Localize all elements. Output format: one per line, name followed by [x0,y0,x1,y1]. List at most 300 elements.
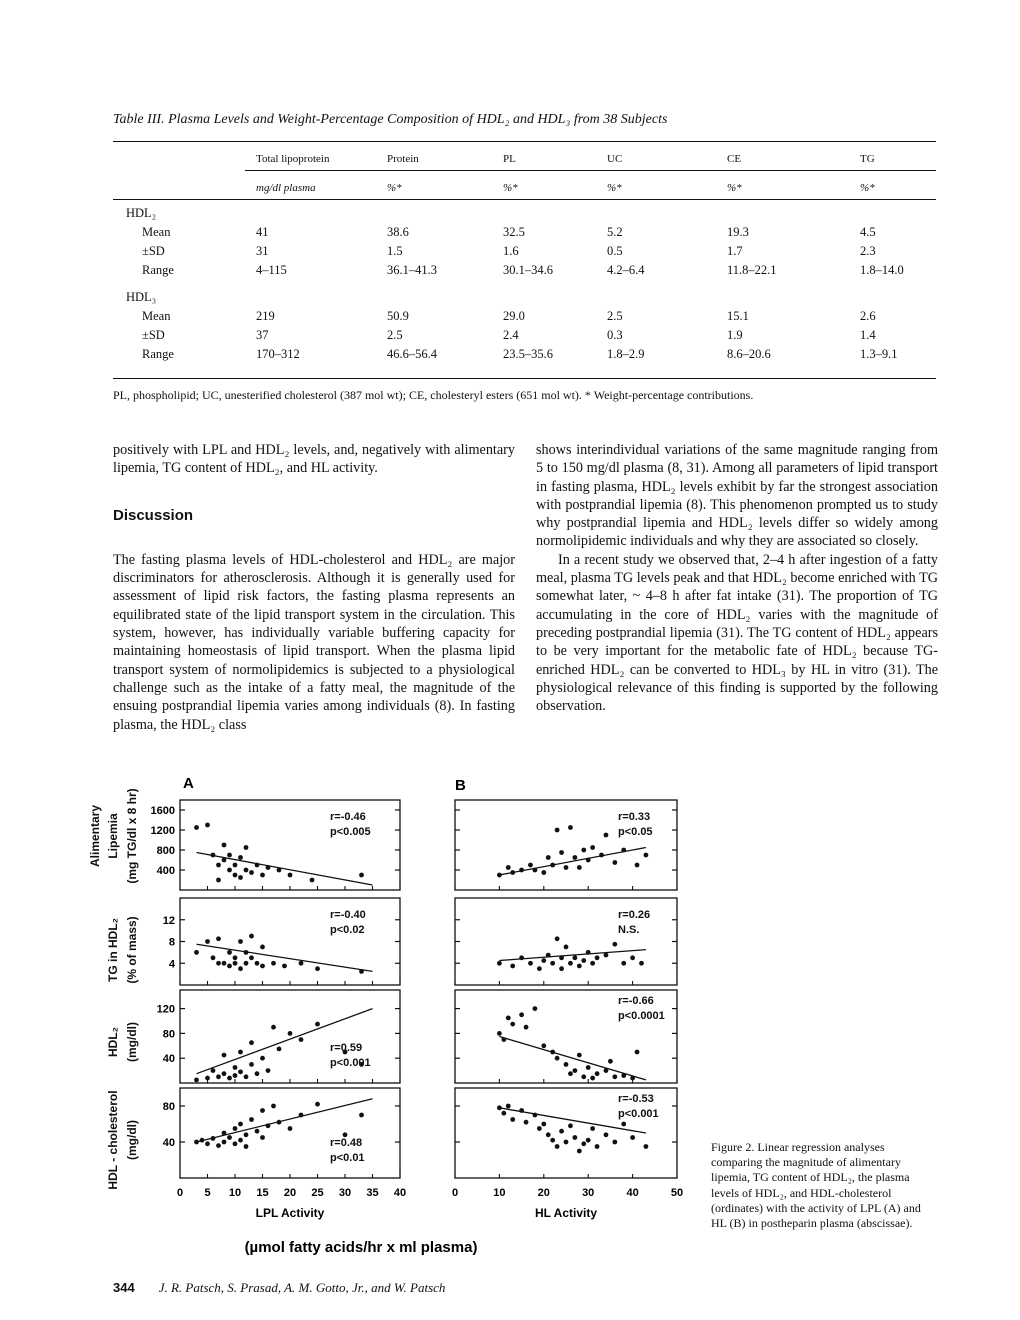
right-paragraph-1: shows interindividual variations of the same magnitude ranging from 5 to 150 mg/dl plasma (8, 31). Among all parameters of lipid transport in fasting plasma, HDL₂ levels exhibit by far the strongest association with postprandial lipemia (8). This phenomenon prompted us to study why postprandial lipemia and HDL₂ levels differ so widely among normolipidemic individuals and why they are associated so closely. [536,442,938,550]
panel-a-row3-data-point [205,1076,210,1081]
panel-b-row4-data-point [564,1140,569,1145]
table-col-header: TG [860,153,875,165]
stat-annotation: p<0.01 [330,1152,365,1164]
table-row-label: Mean [142,225,171,239]
panel-b-row2-data-point [564,945,569,950]
table-top-rule [113,141,936,142]
panel-a-row3-data-point [299,1037,304,1042]
panel-a-row4-data-point [299,1113,304,1118]
x-tick-label: 15 [256,1187,269,1199]
panel-a-row1-data-point [222,843,227,848]
panel-b-row1-data-point [497,873,502,878]
panel-b-row1-data-point [550,863,555,868]
x-tick-label: 0 [176,1187,184,1199]
stat-annotation: p<0.05 [618,826,653,838]
panel-a-row2-data-point [233,955,238,960]
y-tick-label: 1200 [150,825,175,837]
panel-b-row2-data-point [577,964,582,969]
panel-a-row3-data-point [233,1073,238,1078]
panel-a-row4-data-point [260,1135,265,1140]
figure-2 [70,770,710,1260]
table-cell: 30.1–34.6 [503,263,553,277]
panel-a-row2-data-point [244,950,249,955]
table-col-header: PL [503,153,516,165]
panel-a-row1-data-point [266,865,271,870]
x-tick-label: 35 [366,1187,379,1199]
panel-a-row4-data-point [249,1117,254,1122]
panel-a-row2-data-point [299,961,304,966]
y-tick-label: 40 [162,1137,175,1149]
table-cell: 41 [256,225,269,239]
x-axis-common-label: (µmol fatty acids/hr x ml plasma) [244,1239,478,1256]
table-cell: 5.2 [607,225,623,239]
panel-b-row3-data-point [519,1012,524,1017]
panel-b-row1-data-point [555,828,560,833]
table-cell: 50.9 [387,309,409,323]
panel-a-row2-data-point [216,936,221,941]
panel-a-row1-data-point [227,868,232,873]
panel-b-row1-data-point [528,863,533,868]
panel-a-row1-data-point [277,868,282,873]
panel-a-row1-data-point [194,825,199,830]
panel-a-row1-data-point [227,853,232,858]
panel-a-row4-data-point [194,1140,199,1145]
panel-b-row4-data-point [497,1105,502,1110]
table-col-header: CE [727,153,742,165]
panel-label-b: B [455,777,466,794]
panel-b-row2-data-point [497,961,502,966]
panel-a-row4-data-point [266,1123,271,1128]
stat-annotation: p<0.005 [330,826,371,838]
panel-a-row4-data-point [277,1120,282,1125]
panel-b-row3-data-point [635,1050,640,1055]
panel-b-row2-data-point [581,958,586,963]
table-cell: 170–312 [256,347,300,361]
panel-b-row4-data-point [568,1123,573,1128]
y-tick-label: 120 [156,1003,175,1016]
y-tick-label: 1600 [150,805,175,817]
panel-b-row1-data-point [510,870,515,875]
ylabel-row4-line2: (mg/dl) [125,1120,139,1160]
table-col-header: UC [607,153,623,165]
panel-a-row3-data-point [222,1071,227,1076]
panel-b-row4-data-point [537,1126,542,1131]
panel-b-row3-data-point [524,1025,529,1030]
panel-b-row1-data-point [572,855,577,860]
ylabel-row1-line2: Lipemia [106,813,120,859]
panel-a-row1-data-point [233,863,238,868]
y-tick-label: 12 [162,914,175,927]
panel-b-row2-data-point [559,955,564,960]
table-cell: 1.4 [860,328,876,342]
panel-a-row2-data-point [238,966,243,971]
stat-annotation: r=0.48 [330,1137,363,1149]
right-column [536,441,938,715]
table-footnote: PL, phospholipid; UC, unesterified cholesterol (387 mol wt); CE, cholesteryl esters (651 mol wt). * Weight-percentage contributions. [113,388,754,402]
stat-annotation: r=-0.40 [330,909,366,921]
panel-b-row2-data-point [586,950,591,955]
ylabel-row3-line2: (mg/dl) [125,1022,139,1062]
table-cell: 1.8–14.0 [860,263,904,277]
panel-b-row1-data-point [506,865,511,870]
panel-a-row1-data-point [238,855,243,860]
panel-b-row3-data-point [501,1037,506,1042]
panel-b-row1-data-point [644,853,649,858]
table-cell: 0.3 [607,328,623,342]
table-cell: 46.6–56.4 [387,347,437,361]
panel-a-row4-data-point [238,1138,243,1143]
panel-b-row1-data-point [590,845,595,850]
table-cell: 32.5 [503,225,525,239]
panel-a-row2-data-point [271,961,276,966]
panel-b-row2-data-point [559,966,564,971]
y-tick-label: 800 [156,845,175,857]
panel-a-row4-data-point [222,1131,227,1136]
panel-b-row4-data-point [510,1117,515,1122]
panel-a-row1-data-point [244,845,249,850]
panel-a-row3-data-point [315,1022,320,1027]
panel-b-row2-data-point [528,961,533,966]
panel-a-row3-data-point [216,1074,221,1079]
panel-b-row3-data-point [621,1073,626,1078]
panel-b-row4-data-point [621,1122,626,1127]
panel-a-row4-data-point [244,1132,249,1137]
table-cell: 2.6 [860,309,876,323]
panel-a-row3-data-point [266,1068,271,1073]
panel-a-row1-data-point [216,878,221,883]
table-cell: 4.5 [860,225,876,239]
panel-b-row1-data-point [577,865,582,870]
discussion-paragraph: The fasting plasma levels of HDL-cholesterol and HDL₂ are major discriminators for atherosclerosis. Although it is generally used for assessment of lipid risk factors, the fasting plasma represents an equilibrated state of the lipid transport system in the circulation. This system, however, has individually variable buffering capacity for maintaining homeostasis of lipid transport. When the plasma lipid transport system of normolipidemics is subjected to a physiological challenge such as the intake of a fatty meal, the magnitude of the ensuing postprandial lipemia varies among individuals (8). In fasting plasma, the HDL₂ class [113,551,515,733]
panel-b-row4-data-point [577,1149,582,1154]
y-tick-label: 80 [162,1028,175,1041]
panel-b-row4-data-point [581,1141,586,1146]
panel-a-row3-data-point [227,1076,232,1081]
panel-a-row2-data-point [282,964,287,969]
panel-b-row4-data-point [644,1144,649,1149]
panel-a-row2-data-point [227,964,232,969]
panel-a-row4-data-point [315,1102,320,1107]
panel-a-row4-data-point [244,1144,249,1149]
panel-b-row3-data-point [604,1068,609,1073]
left-column [113,441,515,734]
panel-b-row3-data-point [555,1056,560,1061]
panel-a-row3-data-point [249,1062,254,1067]
table-row-label: Range [142,347,174,361]
panel-a-row4-data-point [227,1135,232,1140]
panel-b-row4-data-point [546,1132,551,1137]
panel-a-row4-data-point [271,1104,276,1109]
stat-annotation: r=0.59 [330,1042,363,1054]
panel-b-row3-data-point [572,1068,577,1073]
panel-b-row1-data-point [546,855,551,860]
panel-a-row1-data-point [260,873,265,878]
panel-b-row4-data-point [586,1138,591,1143]
panel-a-row4-data-point [211,1136,216,1141]
panel-a-row1-data-point [211,853,216,858]
panel-b-row1-data-point [519,868,524,873]
ylabel-row2-line2: (% of mass) [125,916,139,984]
panel-b-row2-data-point [546,953,551,958]
page-number: 344 [113,1280,135,1295]
panel-b-row1-data-point [604,833,609,838]
table-row-label: Range [142,263,174,277]
panel-a-row3-data-point [271,1025,276,1030]
footer-authors: J. R. Patsch, S. Prasad, A. M. Gotto, Jr., and W. Patsch [158,1280,446,1295]
stat-annotation: N.S. [618,924,640,936]
panel-b-row4-data-point [506,1104,511,1109]
panel-b-row4-data-point [604,1132,609,1137]
panel-b-row3-data-point [608,1059,613,1064]
panel-b-row3-data-point [586,1065,591,1070]
x-axis-label: HL Activity [534,1206,598,1220]
panel-a-row4-data-point [233,1126,238,1131]
panel-a-row1-regression-line [197,853,373,886]
table-group-label: HDL₃ [126,290,157,304]
y-tick-label: 40 [162,1053,175,1066]
panel-a-row1-data-point [255,863,260,868]
panel-a-row1-data-point [216,863,221,868]
y-tick-label: 400 [156,865,175,877]
left-intro-paragraph: positively with LPL and HDL₂ levels, and, negatively with alimentary lipemia, TG content of HDL₂, and HL activity. [113,442,515,477]
x-tick-label: 20 [283,1187,297,1199]
x-tick-label: 40 [626,1187,639,1199]
panel-b-row2-data-point [630,955,635,960]
panel-a-row3-data-point [222,1053,227,1058]
panel-a-row2-data-point [205,939,210,944]
panel-b-row2-data-point [519,955,524,960]
panel-b-row1-data-point [581,848,586,853]
table-row-label: ±SD [142,244,165,258]
panel-b-row4-data-point [524,1120,529,1125]
stat-annotation: p<0.001 [618,1108,659,1120]
panel-a-row1-data-point [288,873,293,878]
table-cell: 219 [256,309,275,323]
x-tick-label: 30 [338,1187,352,1199]
scatter-plots [151,800,684,1220]
panel-b-row1-data-point [586,858,591,863]
y-tick-label: 8 [168,936,175,949]
figure-caption: Figure 2. Linear regression analyses comparing the magnitude of alimentary lipemia, TG content of HDL₂, the plasma levels of HDL₂, and HDL-cholesterol (ordinates) with the activity of LPL (A) and HL (B) in postheparin plasma (abscissae). [711,1140,921,1231]
ylabel-row4-line1: HDL - cholesterol [106,1090,120,1190]
table-cell: 1.6 [503,244,519,258]
panel-b-row4-data-point [519,1108,524,1113]
panel-b-row2-data-point [621,961,626,966]
table-cell: 31 [256,244,269,258]
panel-a-row2-data-point [249,955,254,960]
panel-a-row3-data-point [238,1050,243,1055]
panel-b-row4-data-point [612,1140,617,1145]
panel-b-row1-data-point [599,853,604,858]
x-tick-label: 5 [204,1187,211,1199]
table-row-label: ±SD [142,328,165,342]
table-col-unit: %* [503,182,518,194]
panel-b-row3-data-point [506,1016,511,1021]
table-col-unit: %* [607,182,622,194]
stat-annotation: r=-0.53 [618,1093,654,1105]
panel-b-row2-data-point [572,955,577,960]
panel-a-row3-data-point [277,1047,282,1052]
panel-a-row2-data-point [315,966,320,971]
panel-a-row3-data-point [211,1068,216,1073]
panel-b-row4-data-point [595,1144,600,1149]
panel-a-row4-data-point [205,1141,210,1146]
panel-a-row1-data-point [238,875,243,880]
panel-a-row4-data-point [216,1143,221,1148]
panel-a-row1-data-point [205,823,210,828]
panel-b-row3-data-point [533,1006,538,1011]
panel-b-row2-data-point [612,942,617,947]
table-cell: 8.6–20.6 [727,347,771,361]
panel-b-row1-data-point [635,863,640,868]
x-tick-label: 10 [228,1187,242,1199]
x-tick-label: 10 [493,1187,506,1199]
panel-b-row2-data-point [550,961,555,966]
panel-a-row4-data-point [222,1140,227,1145]
panel-a-row4-frame [180,1088,400,1178]
panel-b-row2-data-point [568,961,573,966]
table-row-label: Mean [142,309,171,323]
panel-label-a: A [183,775,194,792]
panel-a-row1-data-point [222,858,227,863]
x-tick-label: 40 [393,1187,407,1199]
panel-a-row4-data-point [200,1138,205,1143]
table-bottom-rule [113,378,936,379]
panel-a-row2-data-point [244,961,249,966]
x-tick-label: 25 [311,1187,324,1199]
panel-a-row2-data-point [233,961,238,966]
table-cell: 2.3 [860,244,876,258]
panel-b-row3-data-point [510,1022,515,1027]
table-cell: 29.0 [503,309,525,323]
panel-b-row2-data-point [604,953,609,958]
panel-a-row1-data-point [310,878,315,883]
table-cell: 1.5 [387,244,403,258]
panel-b-row4-data-point [541,1122,546,1127]
table-cell: 19.3 [727,225,749,239]
panel-a-row2-data-point [255,961,260,966]
ylabel-row3-line1: HDL₂ [106,1027,120,1057]
table-units-rule [113,199,936,200]
x-axis-label: LPL Activity [255,1206,325,1220]
panel-b-row2-data-point [537,966,542,971]
panel-b-row3-data-point [581,1074,586,1079]
panel-b-row3-data-point [541,1043,546,1048]
panel-b-row4-data-point [630,1135,635,1140]
panel-b-row4-data-point [590,1126,595,1131]
stat-annotation: r=0.26 [618,909,651,921]
table-cell: 38.6 [387,225,409,239]
panel-b-row3-data-point [497,1031,502,1036]
panel-a-row4-data-point [359,1113,364,1118]
table-group-label: HDL₂ [126,206,157,220]
table-cell: 1.3–9.1 [860,347,898,361]
panel-b-row3-data-point [564,1062,569,1067]
panel-a-row2-data-point [194,950,199,955]
table-cell: 2.5 [607,309,623,323]
x-tick-label: 50 [670,1187,684,1199]
table-header-rule [245,170,936,171]
panel-b-row2-data-point [590,961,595,966]
table-col-unit: mg/dl plasma [256,182,316,194]
y-tick-label: 4 [168,958,175,971]
table-cell: 37 [256,328,269,342]
panel-b-row1-data-point [568,825,573,830]
panel-b-row1-data-point [612,860,617,865]
table-col-unit: %* [727,182,742,194]
panel-b-row2-data-point [541,958,546,963]
panel-a-row4-data-point [255,1129,260,1134]
panel-a-row1-data-point [244,868,249,873]
table-cell: 11.8–22.1 [727,263,777,277]
panel-a-row3-data-point [244,1074,249,1079]
panel-a-row1-data-point [233,873,238,878]
stat-annotation: r=0.33 [618,811,651,823]
panel-a-row2-data-point [211,955,216,960]
panel-b-row2-data-point [595,955,600,960]
ylabel-row2-line1: TG in HDL₂ [106,918,120,982]
panel-b-row4-data-point [550,1138,555,1143]
panel-b-row2-data-point [639,961,644,966]
table-col-header: Protein [387,153,419,165]
panel-a-row3-data-point [288,1031,293,1036]
panel-a-row3-data-point [260,1056,265,1061]
panel-b-row3-data-point [568,1071,573,1076]
panel-a-row1-data-point [249,870,254,875]
panel-b-row4-data-point [555,1144,560,1149]
stat-annotation: r=-0.66 [618,995,654,1007]
panel-b-row3-data-point [577,1053,582,1058]
panel-a-row2-data-point [260,964,265,969]
table-cell: 1.8–2.9 [607,347,645,361]
panel-b-row3-data-point [550,1050,555,1055]
table-cell: 1.9 [727,328,743,342]
panel-b-row1-data-point [541,870,546,875]
panel-a-row3-data-point [233,1065,238,1070]
panel-b-row2-data-point [510,964,515,969]
panel-a-row2-data-point [227,950,232,955]
table-cell: 1.7 [727,244,743,258]
panel-a-row3-data-point [194,1078,199,1083]
panel-b-row3-data-point [590,1076,595,1081]
table-cell: 15.1 [727,309,749,323]
table-col-unit: %* [387,182,402,194]
panel-a-row2-data-point [249,934,254,939]
panel-a-row1-data-point [359,873,364,878]
table-caption: Table III. Plasma Levels and Weight-Percentage Composition of HDL₂ and HDL₃ from 38 Subjects [113,112,668,127]
panel-a-row2-data-point [222,961,227,966]
panel-a-row2-frame [180,898,400,985]
panel-b-row3-data-point [595,1071,600,1076]
panel-b-row2-data-point [555,936,560,941]
panel-a-row2-data-point [216,961,221,966]
x-tick-label: 0 [451,1187,459,1199]
panel-a-row2-data-point [359,969,364,974]
page-footer [113,1280,445,1296]
panel-b-row1-data-point [564,865,569,870]
panel-b-row4-data-point [559,1129,564,1134]
panel-b-row3-data-point [630,1076,635,1081]
panel-a-row3-data-point [238,1069,243,1074]
stat-annotation: r=-0.46 [330,811,366,823]
stat-annotation: p<0.001 [330,1057,371,1069]
x-tick-label: 30 [582,1187,595,1199]
panel-b-row1-data-point [559,850,564,855]
x-tick-label: 20 [537,1187,550,1199]
panel-a-row4-data-point [238,1122,243,1127]
table-cell: 36.1–41.3 [387,263,437,277]
panel-a-row3-data-point [249,1040,254,1045]
